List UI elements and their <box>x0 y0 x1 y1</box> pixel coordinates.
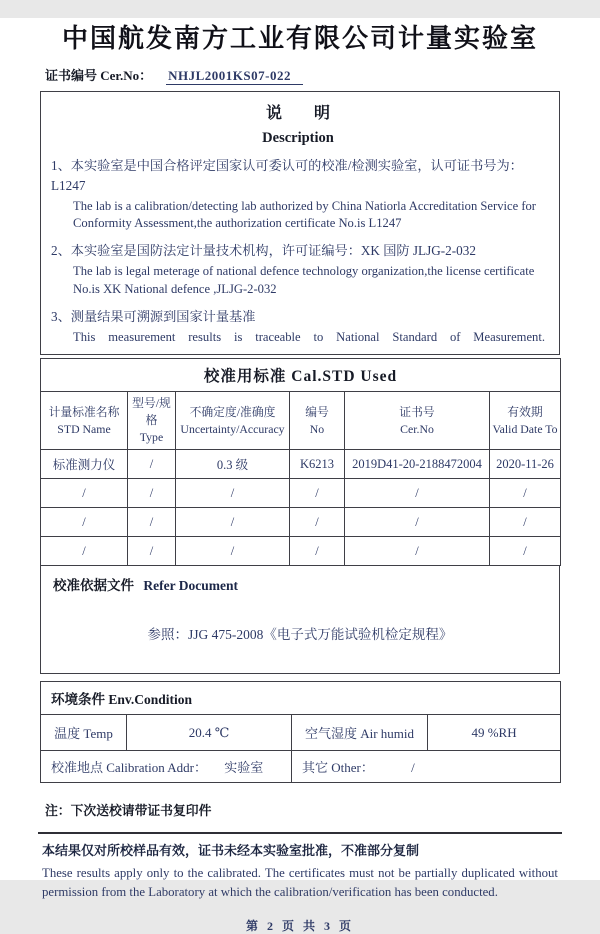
env-condition-label <box>41 682 561 715</box>
page-number: 第 2 页 共 3 页 <box>245 918 354 933</box>
col-type <box>128 392 176 450</box>
refer-document-label-cn: 校准依据文件 <box>53 578 134 594</box>
description-item-2-en: The lab is legal meterage of national defence technology organization,the license certificate No.is XK National defence ,JLJG-2-032 <box>73 264 535 296</box>
table-row <box>41 450 561 479</box>
cell-no: / <box>290 537 345 566</box>
col-uncertainty <box>176 392 290 450</box>
cell-uncertainty: / <box>176 508 290 537</box>
cell-cer-no: / <box>345 537 490 566</box>
cell-valid-date: / <box>490 479 561 508</box>
certificate-page <box>0 18 600 933</box>
refer-document-label-en: Refer Document <box>143 578 238 594</box>
col-no-en: No <box>309 421 325 436</box>
cell-type: / <box>128 537 176 566</box>
cell-cer-no: / <box>345 508 490 537</box>
col-cer-no-en: Cer.No <box>400 421 434 436</box>
refer-document-section <box>40 565 560 674</box>
cell-type: / <box>128 479 176 508</box>
env-address-row <box>41 751 561 783</box>
col-cer-no-cn: 证书号 <box>399 404 435 419</box>
col-valid-date <box>490 392 561 450</box>
other-condition-label: 其它 Other： <box>302 760 374 776</box>
col-std-name-en: STD Name <box>57 421 111 436</box>
description-section <box>40 91 560 355</box>
cell-std-name: / <box>41 537 128 566</box>
calibration-standard-table <box>40 358 561 566</box>
other-condition-value: / <box>411 760 415 776</box>
cell-cer-no: / <box>345 479 490 508</box>
cell-uncertainty: 0.3 级 <box>176 450 290 479</box>
resend-note: 注：下次送校请带证书复印件 <box>45 804 212 819</box>
col-valid-date-en: Valid Date To <box>492 421 558 436</box>
humidity-label: 空气湿度 Air humid <box>292 715 428 751</box>
certificate-number-value: NHJL2001KS07-022 <box>166 68 303 85</box>
lab-title: 中国航发南方工业有限公司计量实验室 <box>61 24 538 53</box>
calibration-address-value: 实验室 <box>224 760 264 776</box>
env-condition-label-en: Env.Condition <box>108 692 193 708</box>
temperature-value: 20.4 ℃ <box>127 715 292 751</box>
description-item-2-cn: 2、本实验室是国防法定计量技术机构，许可证编号：XK 国防 JLJG-2-032 <box>51 243 476 259</box>
col-type-cn: 型号/规格 <box>132 396 171 428</box>
calibration-address-cell <box>41 751 292 783</box>
cell-no: K6213 <box>290 450 345 479</box>
cell-cer-no: 2019D41-20-2188472004 <box>345 450 490 479</box>
refer-document-label <box>53 574 547 594</box>
certificate-number-line <box>45 65 600 84</box>
footer-divider <box>38 832 562 834</box>
cell-valid-date: 2020-11-26 <box>490 450 561 479</box>
description-item-1-en: The lab is a calibration/detecting lab authorized by China Natiorla Accreditation Service for Conformity Assessment,the authorization certificate No.is L1247 <box>73 198 536 230</box>
col-no-cn: 编号 <box>305 404 329 419</box>
calibration-address-label: 校准地点 Calibration Addr： <box>51 760 207 776</box>
cell-uncertainty: / <box>176 479 290 508</box>
footer-statement-en: These results apply only to the calibrated. The certificates must not be partially duplicated without permission from the Laboratory at which the calibration/verification has been conducted. <box>42 865 558 900</box>
cell-type: / <box>128 508 176 537</box>
cell-std-name: 标准测力仪 <box>41 450 128 479</box>
table-row <box>41 508 561 537</box>
std-table-title-row <box>41 359 561 392</box>
env-temp-humidity-row <box>41 715 561 751</box>
col-std-name <box>41 392 128 450</box>
description-item-1-cn: 1、本实验室是中国合格评定国家认可委认可的校准/检测实验室，认可证书号为：L1247 <box>51 158 523 193</box>
cell-no: / <box>290 479 345 508</box>
col-uncertainty-en: Uncertainty/Accuracy <box>180 421 285 436</box>
table-row <box>41 479 561 508</box>
cell-type: / <box>128 450 176 479</box>
cell-std-name: / <box>41 508 128 537</box>
col-uncertainty-cn: 不确定度/准确度 <box>189 404 276 419</box>
col-type-en: Type <box>139 430 164 445</box>
description-item-3-en: This measurement results is traceable to National Standard of Measurement. <box>73 329 545 344</box>
footer-statement-cn: 本结果仅对所校样品有效，证书未经本实验室批准，不准部分复制 <box>42 843 420 859</box>
description-item-3-cn: 3、测量结果可溯源到国家计量基准 <box>51 308 256 324</box>
col-std-name-cn: 计量标准名称 <box>48 404 120 419</box>
temperature-label: 温度 Temp <box>41 715 127 751</box>
col-no <box>290 392 345 450</box>
env-condition-header-row <box>41 682 561 715</box>
std-table-title: 校准用标准 Cal.STD Used <box>41 359 561 392</box>
cell-no: / <box>290 508 345 537</box>
other-condition-cell <box>292 751 561 783</box>
description-heading-en: Description <box>262 130 334 146</box>
cell-valid-date: / <box>490 508 561 537</box>
std-table-header-row <box>41 392 561 450</box>
humidity-value: 49 %RH <box>428 715 561 751</box>
cell-std-name: / <box>41 479 128 508</box>
environment-condition-section <box>40 681 561 783</box>
col-cer-no <box>345 392 490 450</box>
table-row <box>41 537 561 566</box>
col-valid-date-cn: 有效期 <box>507 404 543 419</box>
description-heading-cn: 说 明 <box>265 105 330 122</box>
refer-document-content: 参照：JJG 475-2008《电子式万能试验机检定规程》 <box>147 627 453 643</box>
cell-valid-date: / <box>490 537 561 566</box>
certificate-number-label: 证书编号 Cer.No： <box>45 68 153 83</box>
env-condition-label-cn: 环境条件 <box>51 692 105 708</box>
cell-uncertainty: / <box>176 537 290 566</box>
